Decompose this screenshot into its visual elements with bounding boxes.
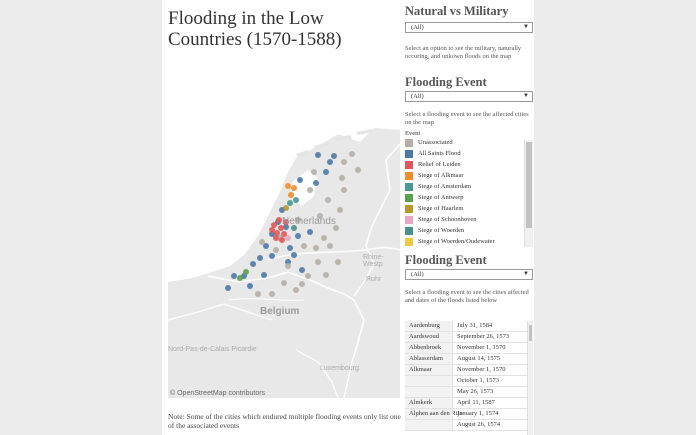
- legend-label: Siege of Alkmaar: [418, 172, 464, 179]
- legend-item[interactable]: [405, 159, 533, 170]
- city-cell: [405, 420, 452, 431]
- city-dot[interactable]: [327, 159, 333, 165]
- flooding-event-map-dropdown[interactable]: [405, 91, 533, 102]
- date-cell: April 11, 1587: [452, 398, 527, 409]
- legend-swatch-icon: [405, 238, 413, 246]
- date-cell: August 26, 1574: [452, 420, 527, 431]
- legend-label: Siege of Antwerp: [418, 194, 464, 201]
- legend-item[interactable]: [405, 137, 533, 148]
- table-row[interactable]: [405, 365, 527, 376]
- dropdown-value: (All): [411, 93, 424, 100]
- map-label-nord-pas-de-calais: Nord-Pas-de-Calais Picardie: [168, 346, 257, 353]
- city-dot[interactable]: [341, 159, 347, 165]
- city-dot[interactable]: [237, 275, 243, 281]
- filter-flooding-event-table: [405, 253, 533, 305]
- table-row[interactable]: [405, 343, 527, 354]
- legend-label: All Saints Flood: [418, 150, 461, 157]
- map-label-belgium: Belgium: [260, 306, 300, 317]
- legend-item[interactable]: [405, 181, 533, 192]
- legend-scrollbar[interactable]: [524, 140, 533, 247]
- date-cell: August 14, 1575: [452, 354, 527, 365]
- date-cell: October 1, 1573: [452, 376, 527, 387]
- city-cell: Ablasserdam: [405, 354, 452, 365]
- city-dates-table[interactable]: [405, 321, 527, 435]
- city-cell: Alkmaar: [405, 365, 452, 376]
- city-dot[interactable]: [287, 200, 293, 206]
- city-dot[interactable]: [273, 247, 279, 253]
- city-dot[interactable]: [269, 227, 275, 233]
- city-dot[interactable]: [315, 152, 321, 158]
- filter-description: Select a flooding event to see the affected cities on the map: [405, 111, 529, 126]
- legend-item[interactable]: [405, 170, 533, 181]
- city-dot[interactable]: [225, 285, 231, 291]
- dropdown-value: (All): [411, 271, 424, 278]
- city-dot[interactable]: [313, 180, 319, 186]
- city-cell: [405, 376, 452, 387]
- city-cell: [405, 387, 452, 398]
- legend-list: [405, 137, 533, 247]
- city-dot[interactable]: [269, 253, 275, 259]
- map-label-netherlands: Netherlands: [282, 216, 336, 227]
- city-dot[interactable]: [231, 273, 237, 279]
- city-dot[interactable]: [288, 192, 294, 198]
- city-dot[interactable]: [355, 167, 361, 173]
- table-row[interactable]: [405, 354, 527, 365]
- filter-natural-vs-military: [405, 4, 533, 61]
- city-dot[interactable]: [250, 261, 256, 267]
- legend-label: Siege of Woerden/Oudewater: [418, 238, 495, 245]
- city-dot[interactable]: [269, 291, 275, 297]
- city-cell: Almkerk: [405, 398, 452, 409]
- legend-item[interactable]: [405, 225, 533, 236]
- legend-item[interactable]: [405, 203, 533, 214]
- legend-swatch-icon: [405, 183, 413, 191]
- city-dot[interactable]: [341, 187, 347, 193]
- date-cell: May 26, 1573: [452, 387, 527, 398]
- table-row[interactable]: [405, 420, 527, 431]
- city-dot[interactable]: [287, 245, 293, 251]
- legend-label: Unassociated: [418, 139, 453, 146]
- chevron-down-icon: ▼: [523, 271, 529, 277]
- city-dot[interactable]: [305, 273, 311, 279]
- legend-label: Siege of Amsterdam: [418, 183, 472, 190]
- city-dot[interactable]: [315, 259, 321, 265]
- date-cell: September 26, 1573: [452, 332, 527, 343]
- city-dot[interactable]: [247, 283, 253, 289]
- city-dot[interactable]: [337, 207, 343, 213]
- date-cell: November 1, 1570: [452, 365, 527, 376]
- city-dot[interactable]: [327, 243, 333, 249]
- scrollbar-thumb[interactable]: [526, 142, 532, 228]
- date-cell: November 1, 1570: [452, 343, 527, 354]
- date-cell: January 1, 1574: [452, 409, 527, 420]
- city-dot[interactable]: [255, 291, 261, 297]
- city-dot[interactable]: [301, 243, 307, 249]
- city-dot[interactable]: [335, 259, 341, 265]
- chevron-down-icon: ▼: [523, 24, 529, 30]
- city-dot[interactable]: [261, 272, 267, 278]
- filter-heading: Flooding Event: [405, 75, 487, 89]
- city-dot[interactable]: [291, 252, 297, 258]
- map-attribution[interactable]: © OpenStreetMap contributors: [170, 390, 266, 397]
- legend-label: Siege of Schoonhoven: [418, 216, 477, 223]
- table-row[interactable]: [405, 387, 527, 398]
- city-dot[interactable]: [339, 175, 345, 181]
- map-footnote: Note: Some of the cities which endured multiple flooding events only list one of the associated events: [168, 412, 401, 430]
- legend-swatch-icon: [405, 205, 413, 213]
- map-label-ruhr: Ruhr: [366, 276, 382, 283]
- filter-flooding-event-map: [405, 75, 533, 127]
- table-row[interactable]: [405, 398, 527, 409]
- city-cell: Alphen aan den Rijn: [405, 409, 452, 420]
- city-dot[interactable]: [293, 287, 299, 293]
- map-label-luxembourg: Luxembourg: [320, 365, 359, 372]
- city-cell: Aardswoud: [405, 332, 452, 343]
- scrollbar-thumb[interactable]: [529, 325, 532, 341]
- city-dot[interactable]: [307, 187, 313, 193]
- city-dot[interactable]: [311, 169, 317, 175]
- legend-swatch-icon: [405, 227, 413, 235]
- city-dot[interactable]: [279, 237, 285, 243]
- city-dot[interactable]: [325, 197, 331, 203]
- city-dot[interactable]: [299, 281, 305, 287]
- city-dot[interactable]: [273, 235, 279, 241]
- legend-item[interactable]: [405, 148, 533, 159]
- city-dot[interactable]: [297, 177, 303, 183]
- chevron-down-icon: ▼: [523, 93, 529, 99]
- city-dot[interactable]: [257, 255, 263, 261]
- legend-item[interactable]: [405, 192, 533, 203]
- city-dot[interactable]: [323, 272, 329, 278]
- city-dot[interactable]: [283, 205, 289, 211]
- table-row[interactable]: [405, 321, 527, 332]
- city-dot[interactable]: [313, 245, 319, 251]
- event-legend: [405, 130, 533, 248]
- city-dot[interactable]: [243, 269, 249, 275]
- table-row[interactable]: [405, 409, 527, 420]
- city-dot[interactable]: [274, 230, 280, 236]
- city-dot[interactable]: [295, 233, 301, 239]
- city-dot[interactable]: [259, 239, 265, 245]
- table-scrollbar[interactable]: [527, 321, 533, 435]
- city-dot[interactable]: [285, 183, 291, 189]
- legend-swatch-icon: [405, 161, 413, 169]
- city-dot[interactable]: [331, 153, 337, 159]
- legend-label: Siege of Haarlem: [418, 205, 464, 212]
- table-row[interactable]: [405, 332, 527, 343]
- legend-item[interactable]: [405, 214, 533, 225]
- city-dot[interactable]: [281, 280, 287, 286]
- city-dot[interactable]: [291, 185, 297, 191]
- city-dot[interactable]: [299, 267, 305, 273]
- legend-swatch-icon: [405, 216, 413, 224]
- natural-vs-military-dropdown[interactable]: [405, 22, 533, 33]
- legend-swatch-icon: [405, 150, 413, 158]
- legend-swatch-icon: [405, 194, 413, 202]
- city-dot[interactable]: [285, 263, 291, 269]
- flood-map[interactable]: [168, 50, 400, 398]
- city-cell: Abbenbroek: [405, 343, 452, 354]
- date-cell: July 31, 1584: [452, 321, 527, 332]
- legend-title: Event: [405, 130, 421, 137]
- filter-heading: Natural vs Military: [405, 4, 509, 18]
- legend-label: Relief of Leiden: [418, 161, 461, 168]
- legend-swatch-icon: [405, 139, 413, 147]
- map-label-rhine: Rhine-Westp: [363, 254, 384, 268]
- city-dot[interactable]: [307, 229, 313, 235]
- filter-description: Select an option to see the military, naturally occuring, and unkown floods on the map: [405, 45, 522, 60]
- city-cell: Aardenburg: [405, 321, 452, 332]
- legend-item[interactable]: [405, 236, 533, 247]
- city-dot[interactable]: [323, 169, 329, 175]
- dropdown-value: (All): [411, 24, 424, 31]
- city-dot[interactable]: [321, 235, 327, 241]
- city-dot[interactable]: [293, 197, 299, 203]
- city-dot[interactable]: [349, 151, 355, 157]
- dashboard-title: Flooding in the Low Countries (1570-1588): [168, 8, 342, 50]
- table-row[interactable]: [405, 376, 527, 387]
- city-dot[interactable]: [285, 235, 291, 241]
- legend-label: Siege of Woerden: [418, 227, 465, 234]
- table-body: [405, 321, 527, 431]
- filter-description: Select a flooding event to see the cities affected and dates of the floods listed below: [405, 289, 529, 304]
- flooding-event-table-dropdown[interactable]: [405, 269, 533, 280]
- filter-heading: Flooding Event: [405, 253, 487, 267]
- legend-swatch-icon: [405, 172, 413, 180]
